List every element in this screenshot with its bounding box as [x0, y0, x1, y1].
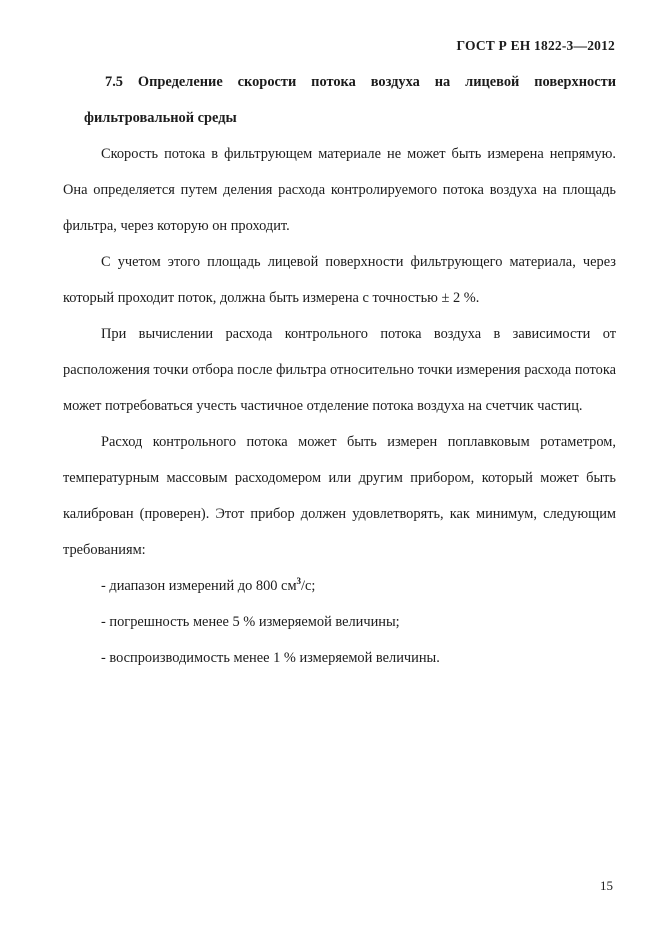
section-heading [63, 64, 616, 136]
requirement-range-unit: /с; [301, 578, 316, 594]
unit-exponent: 3 [296, 576, 302, 586]
section-heading-line1 [63, 64, 616, 100]
requirement-error: - погрешность менее 5 % измеряемой величины; [101, 614, 400, 630]
paragraph-flow-velocity: Скорость потока в фильтрующем материале не может быть измерена непрямую. Она определяется путем деления расхода контролируемого потока воздуха на площадь фильтра, через которую он проходит. [63, 146, 616, 234]
requirement-reproducibility: - воспроизводимость менее 1 % измеряемой величины. [101, 650, 440, 666]
standard-header: ГОСТ Р ЕН 1822-3—2012 [456, 38, 615, 53]
paragraph-flow-meter: Расход контрольного потока может быть измерен поплавковым ротаметром, температурным массовым расходомером или другим прибором, который может быть калиброван (проверен). Этот прибор должен удовлетворять, как минимум, следующим требованиям: [63, 434, 616, 558]
section-title-line2: фильтровальной среды [84, 110, 237, 126]
requirement-range-text: - диапазон измерений до 800 см [101, 578, 297, 594]
section-number: 7.5 [105, 74, 123, 90]
document-body [63, 64, 616, 676]
paragraph-surface-area: С учетом этого площадь лицевой поверхности фильтрующего материала, через который проходит поток, должна быть измерена с точностью ± 2 %. [63, 254, 616, 306]
requirement-measuring-range [63, 568, 616, 604]
paragraph-sampling-flow: При вычислении расхода контрольного потока воздуха в зависимости от расположения точки отбора после фильтра относительно точки измерения расхода потока может потребоваться учесть частичное отделение потока воздуха на счетчик частиц. [63, 326, 616, 414]
page-number: 15 [600, 878, 613, 893]
section-title-line1: Определение скорости потока воздуха на лицевой поверхности [137, 74, 616, 90]
